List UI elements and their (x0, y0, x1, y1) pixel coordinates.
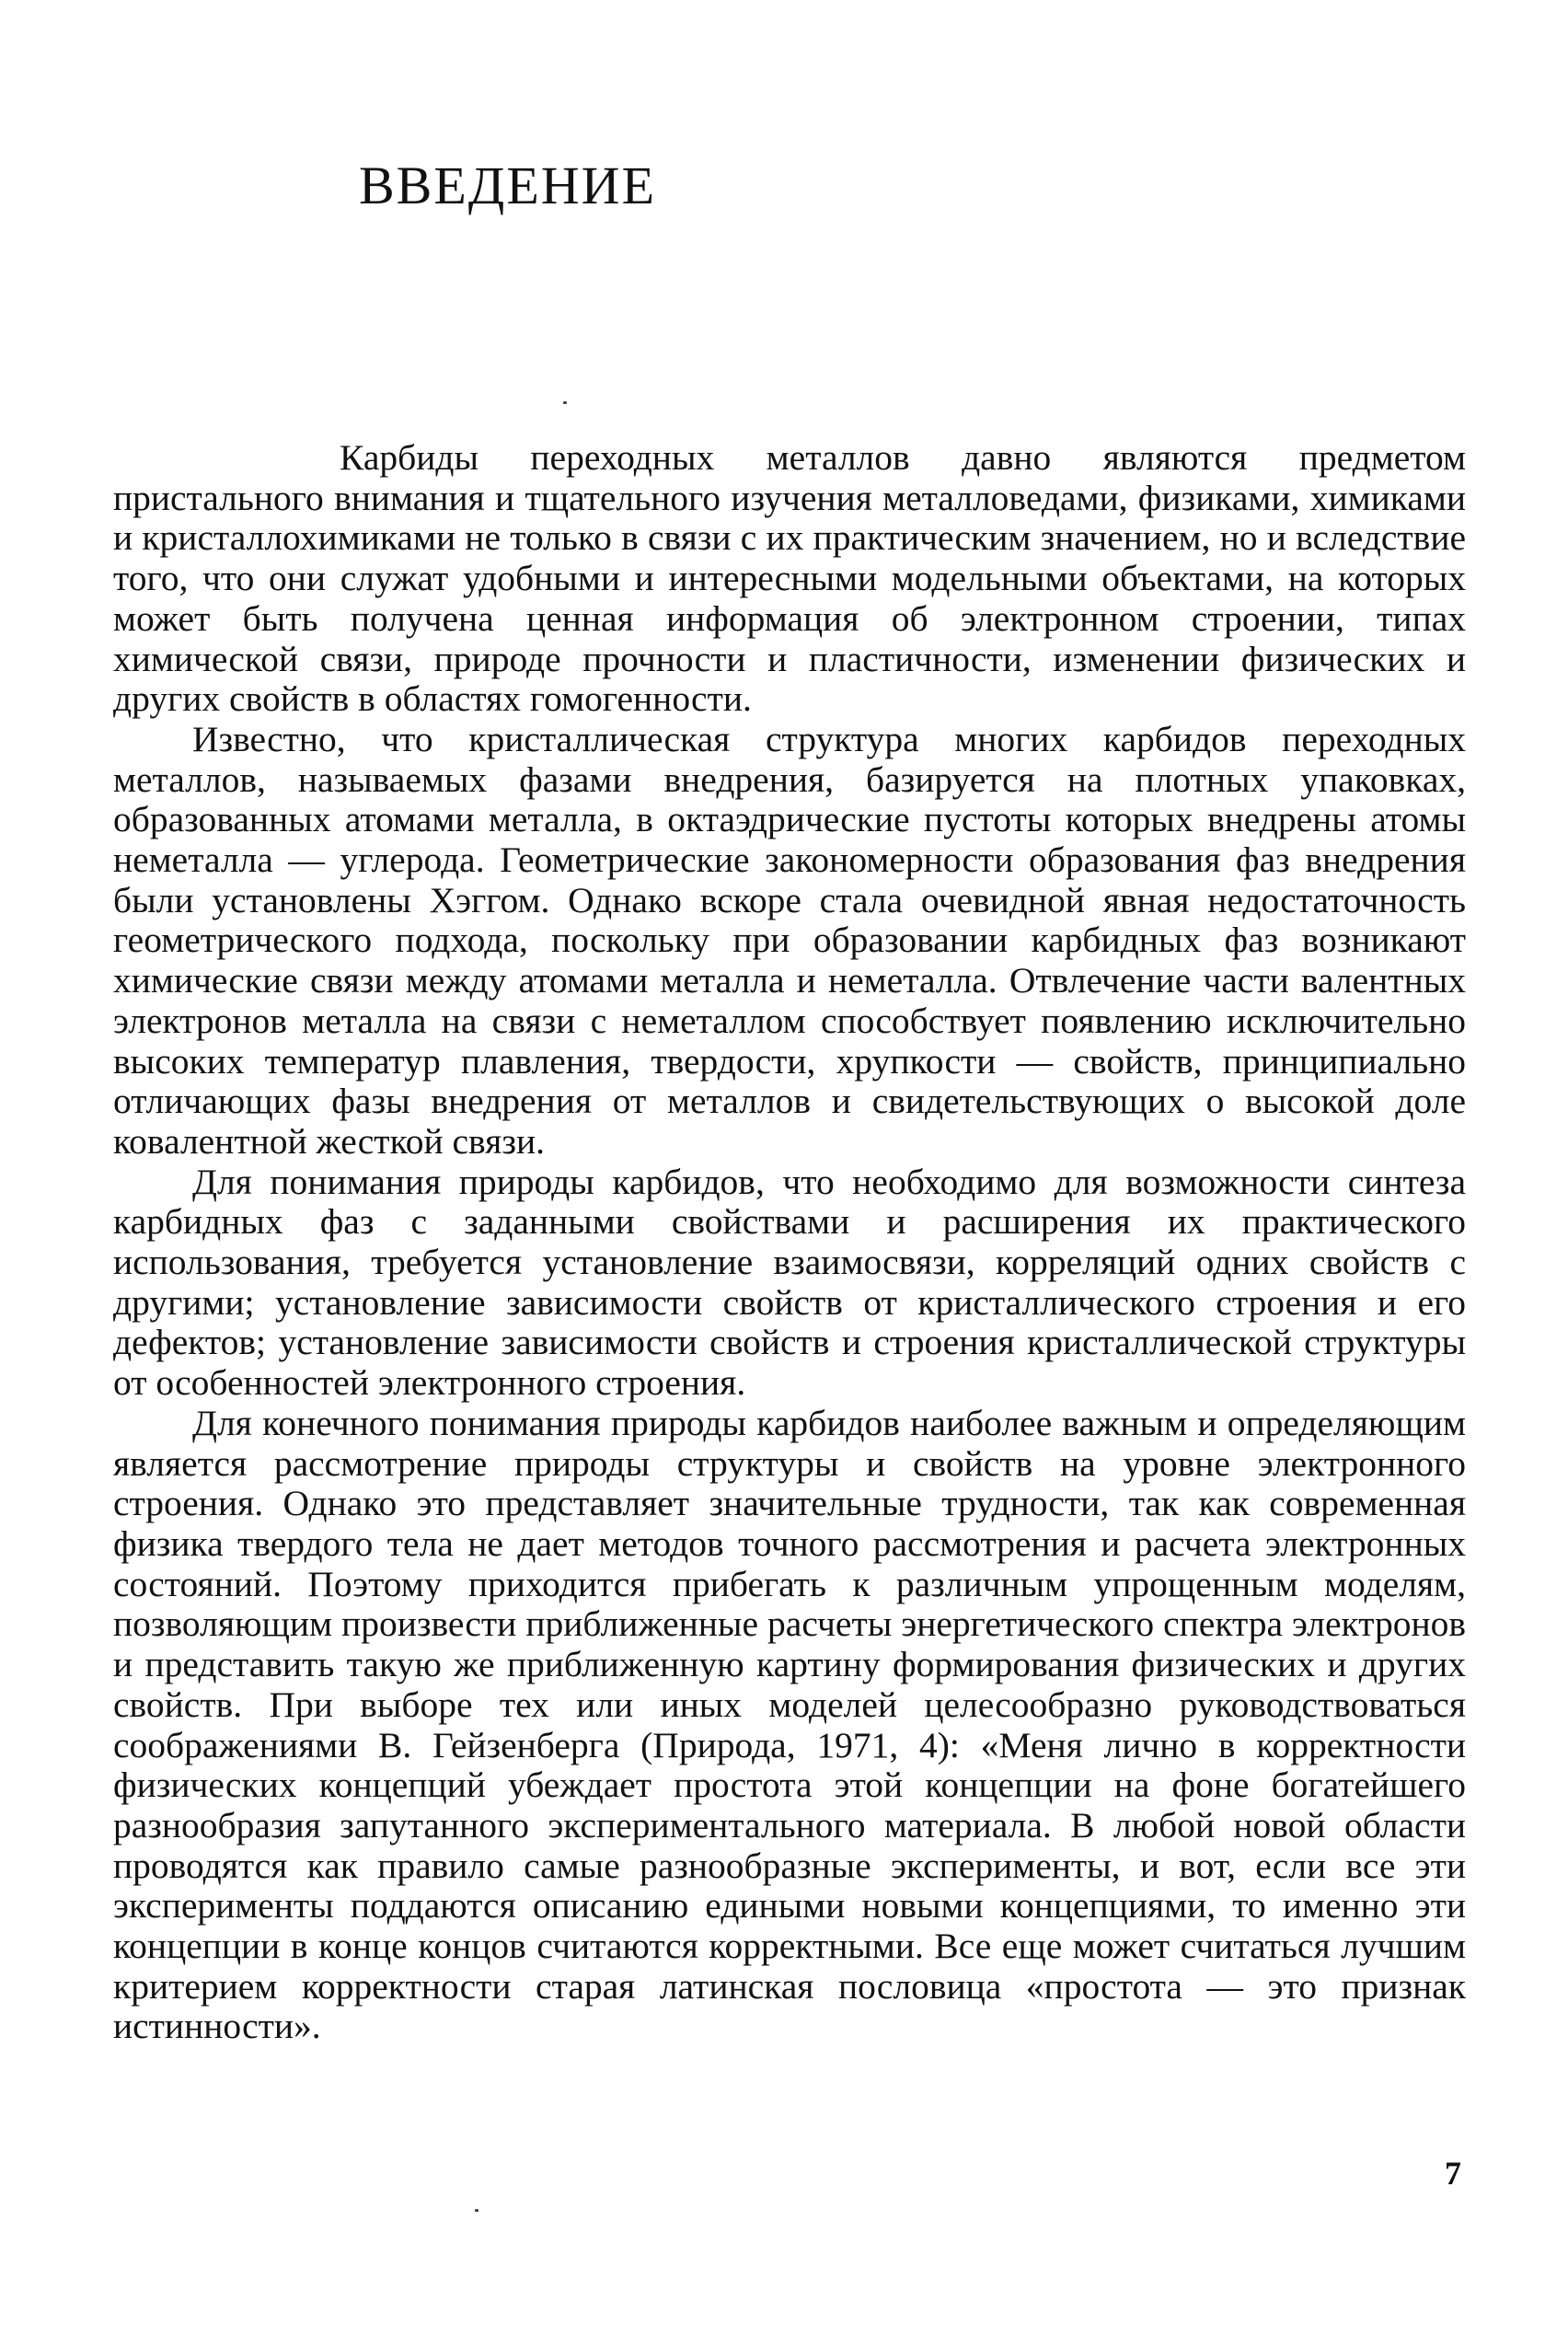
scan-speck (475, 2209, 478, 2212)
body-text (113, 438, 1466, 2047)
paragraph: Для понимания природы карбидов, что необходимо для возможности синтеза карбидных фаз с заданными свойствами и расширения их практического использования, требуется установление взаимосвязи, корреляций одних свойств с другими; установление зависимости свойств от кристаллического строения и его дефектов; установление зависимости свойств и строения кристаллической структуры от особенностей электронного строения. (113, 1161, 1466, 1404)
paragraph: Известно, что кристаллическая структура многих карбидов переходных металлов, называемых фазами внедрения, базируется на плотных упаковках, образованных атомами металла, в октаэдрические пустоты которых внедрены атомы неметалла — углерода. Геометрические закономерности образования фаз внедрения были установлены Хэггом. Однако вскоре стала очевидной явная недостаточность геометрического подхода, поскольку при образовании карбидных фаз возникают химические связи между атомами металла и неметалла. Отвлечение части валентных электронов металла на связи с неметаллом способствует появлению исключительно высоких температур плавления, твердости, хрупкости — свойств, принципиально отличающих фазы внедрения от металлов и свидетельствующих о высокой доле ковалентной жесткой связи. (113, 718, 1466, 1162)
page-number: 7 (1445, 2155, 1461, 2192)
scan-speck (563, 401, 567, 404)
paragraph: Карбиды переходных металлов давно являются предметом пристального внимания и тщательного изучения металловедами, физиками, химиками и кристаллохимиками не только в связи с их практическим значением, но и вследствие того, что они служат удобными и интересными модельными объектами, на которых может быть получена ценная информация об электронном строении, типах химической связи, природе прочности и пластичности, изменении физических и других свойств в областях гомогенности. (113, 437, 1466, 720)
paragraph: Для конечного понимания природы карбидов наиболее важным и определяющим является рассмотрение природы структуры и свойств на уровне электронного строения. Однако это представляет значительные трудности, так как современная физика твердого тела не дает методов точного рассмотрения и расчета электронных состояний. Поэтому приходится прибегать к различным упрощенным моделям, позволяющим произвести приближенные расчеты энергетического спектра электронов и представить такую же приближенную картину формирования физических и других свойств. При выборе тех или иных моделей целесообразно руководствоваться соображениями В. Гейзенберга (Природа, 1971, 4): «Меня лично в корректности физических концепций убеждает простота этой концепции на фоне богатейшего разнообразия запутанного экспериментального материала. В любой новой области проводятся как правило самые разнообразные эксперименты, и вот, если все эти эксперименты поддаются описанию едиными новыми концепциями, то именно эти концепции в конце концов считаются корректными. Все еще может считаться лучшим критерием корректности старая латинская пословица «простота — это признак истинности». (113, 1402, 1466, 2047)
chapter-heading: ВВЕДЕНИЕ (359, 156, 656, 215)
